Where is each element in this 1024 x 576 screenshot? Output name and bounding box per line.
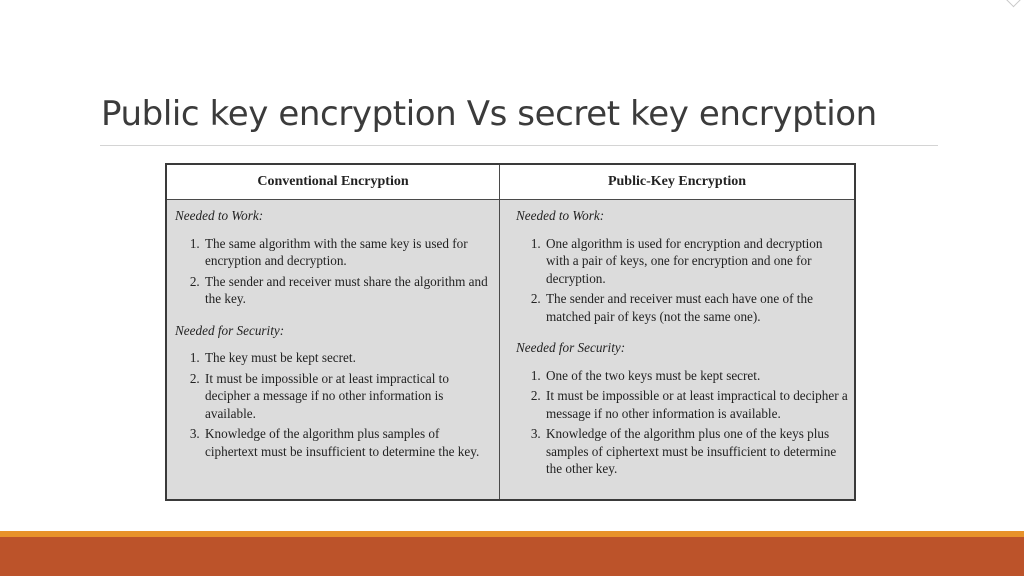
list-item: 2. The sender and receiver must share the algorithm and the key.: [203, 273, 493, 308]
column-divider: [499, 165, 500, 499]
list-item: 1. One of the two keys must be kept secret.: [544, 367, 848, 385]
header-conventional: Conventional Encryption: [257, 174, 409, 189]
public-key-work-list: [508, 235, 848, 326]
conventional-column: [167, 207, 493, 463]
header-public-key: Public-Key Encryption: [607, 174, 747, 189]
list-item: 2. The sender and receiver must each have one of the matched pair of keys (not the same one).: [544, 290, 848, 325]
slide-title: Public key encryption Vs secret key encryption: [101, 94, 877, 134]
corner-chevron-icon: [1004, 0, 1024, 20]
public-key-security-heading: Needed for Security:: [516, 340, 626, 355]
list-item: 3. Knowledge of the algorithm plus one of the keys plus samples of ciphertext must be insufficient to determine the other key.: [544, 425, 848, 478]
list-item: 2. It must be impossible or at least impractical to decipher a message if no other information is available.: [544, 387, 848, 422]
list-item: 3. Knowledge of the algorithm plus samples of ciphertext must be insufficient to determine the key.: [203, 425, 493, 460]
list-item: 1. The same algorithm with the same key is used for encryption and decryption.: [203, 235, 493, 270]
public-key-security-list: [508, 367, 848, 478]
title-divider: [100, 145, 938, 146]
conventional-security-heading: Needed for Security:: [175, 322, 285, 338]
footer-bar: [0, 537, 1024, 576]
conventional-security-list: [167, 349, 493, 460]
conventional-work-list: [167, 235, 493, 308]
public-key-work-heading: Needed to Work:: [516, 208, 605, 223]
conventional-work-heading: Needed to Work:: [175, 208, 264, 223]
public-key-column: [508, 207, 848, 481]
list-item: 1. One algorithm is used for encryption and decryption with a pair of keys, one for encryption and one for decryption.: [544, 235, 848, 288]
list-item: 1. The key must be kept secret.: [203, 349, 493, 367]
header-divider: [167, 199, 854, 200]
list-item: 2. It must be impossible or at least impractical to decipher a message if no other information is available.: [203, 370, 493, 423]
comparison-table: [165, 163, 856, 501]
